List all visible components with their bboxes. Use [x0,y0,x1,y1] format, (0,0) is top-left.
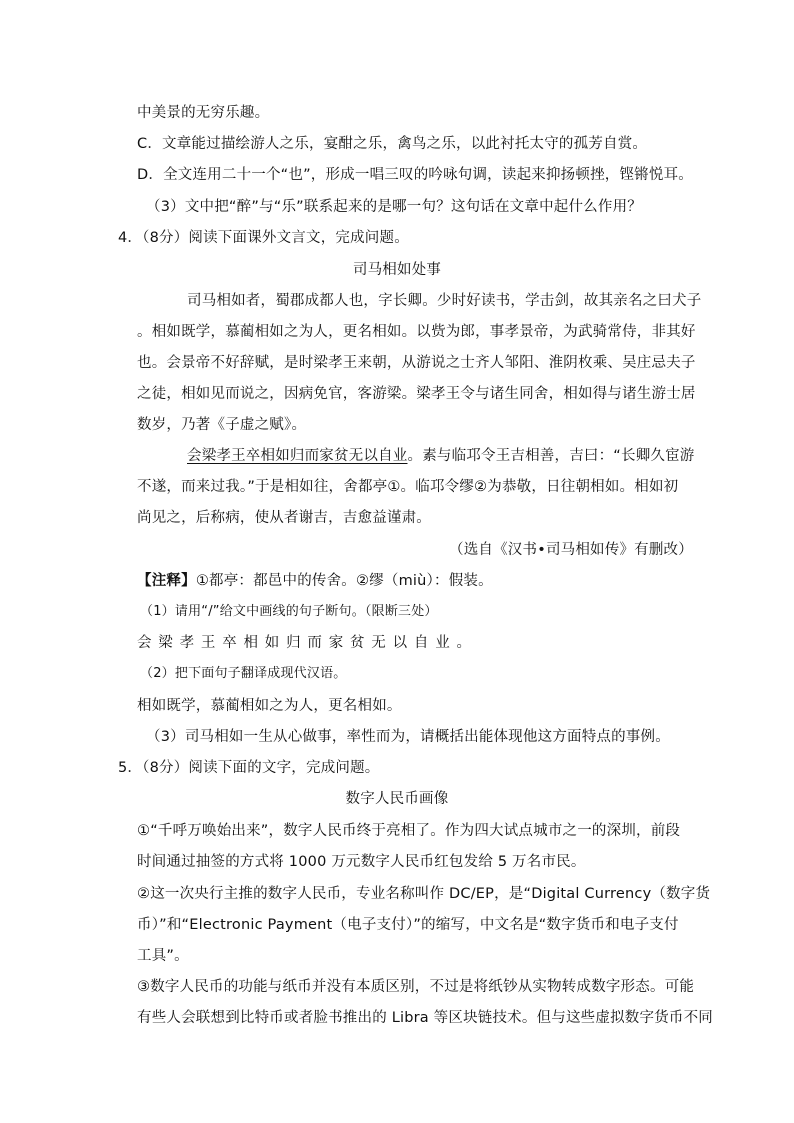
classical-text-line: 也。会景帝不好辞赋，是时梁孝王来朝，从游说之士齐人邹阳、淮阴枚乘、吴庄忌夫子 [137,355,696,371]
subquestion-1-sentence: 会梁孝王卒相如归而家贫无以自业。 [137,635,478,651]
subquestion-1: （1）请用“/”给文中画线的句子断句。（限断三处） [140,604,438,619]
classical-text-line: 尚见之，后称病，使从者谢吉，吉愈益谨肃。 [137,510,431,526]
article-line: ②这一次央行主推的数字人民币，专业名称叫作 DC/EP，是“Digital Currency（数字货 [137,886,711,902]
classical-text-line [187,446,695,466]
annotation-label: 【注释】 [137,573,196,589]
article-line: 工具”。 [137,948,189,964]
question-5-header: 5．（8分）阅读下面的文字，完成问题。 [118,760,380,776]
classical-text-segment: 。素与临邛令王吉相善，吉曰：“长卿久宦游 [407,448,695,464]
subquestion-3: （3）司马相如一生从心做事，率性而为，请概括出能体现他这方面特点的事例。 [146,729,670,745]
subquestion-2: （2）把下面句子翻译成现代汉语。 [140,666,347,681]
article-line: 时间通过抽签的方式将 1000 万元数字人民币红包发给 5 万名市民。 [137,854,586,870]
question-4-header: 4．（8分）阅读下面课外文言文，完成问题。 [118,230,409,246]
classical-text-line: 不遂，而来过我。”于是相如往，舍都亭①。临邛令缪②为恭敬，日往朝相如。相如初 [137,479,679,495]
article-line: ①“千呼万唤始出来”，数字人民币终于亮相了。作为四大试点城市之一的深圳，前段 [137,823,681,839]
article-line: 币）”和“Electronic Payment（电子支付）”的缩写，中文名是“数字货币和电子支付 [137,917,679,933]
option-c: C．文章能过描绘游人之乐，宴酣之乐，禽鸟之乐，以此衬托太守的孤芳自赏。 [137,136,648,152]
article-line: ③数字人民币的功能与纸币并没有本质区别，不过是将纸钞从实物转成数字形态。可能 [137,979,695,995]
question-4-title: 司马相如处事 [352,262,442,278]
classical-text-line: 之徒，相如见而说之，因病免官，客游梁。梁孝王令与诸生同舍，相如得与诸生游士居 [137,386,696,402]
annotation-text: ①都亭：都邑中的传舍。②缪（miù）：假装。 [195,573,493,589]
article-line: 有些人会联想到比特币或者脸书推出的 Libra 等区块链技术。但与这些虚拟数字货币不同 [137,1010,713,1026]
underlined-sentence: 会梁孝王卒相如归而家贫无以自业 [187,448,408,464]
classical-text-line: 。相如既学，慕蔺相如之为人，更名相如。以赀为郎，事孝景帝，为武骑常侍，非其好 [137,324,696,340]
option-d: D．全文连用二十一个“也”，形成一唱三叹的吟咏句调，读起来抑扬顿挫，铿锵悦耳。 [137,167,693,183]
question-5-title: 数字人民币画像 [345,791,449,807]
source-citation: （选自《汉书•司马相如传》有删改） [449,542,693,558]
classical-text-line: 司马相如者，蜀郡成都人也，字长卿。少时好读书，学击剑，故其亲名之曰犬子 [187,293,702,309]
subquestion-2-sentence: 相如既学，慕蔺相如之为人，更名相如。 [137,698,402,714]
annotation [137,571,493,591]
question-3-3: （3）文中把“醉”与“乐”联系起来的是哪一句？这句话在文章中起什么作用？ [146,199,642,215]
passage-continuation-line: 中美景的无穷乐趣。 [137,105,270,121]
classical-text-line: 数岁，乃著《子虚之赋》。 [137,417,307,433]
